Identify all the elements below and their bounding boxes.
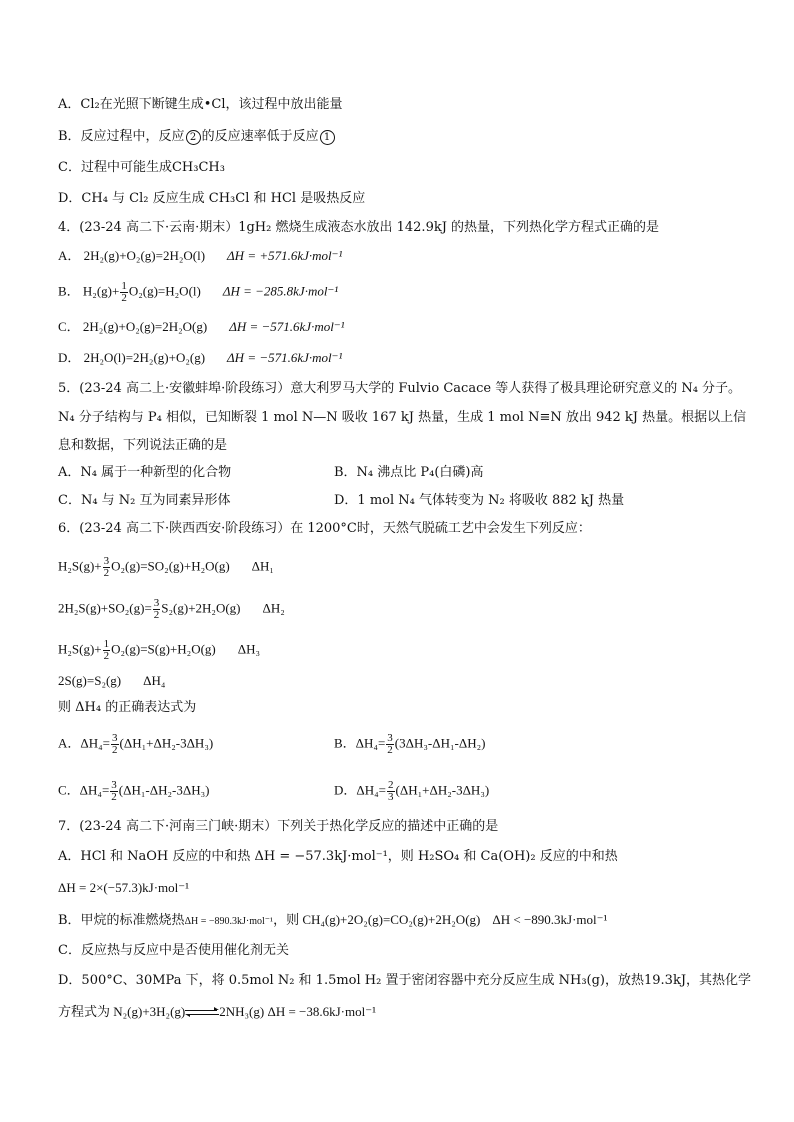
q6-option-c bbox=[58, 780, 209, 803]
q6-b-fraction bbox=[386, 733, 394, 756]
q7-d-pre: 方程式为 N₂(g)+3H₂(g) bbox=[58, 1004, 186, 1019]
q6-r3-numerator: 1 bbox=[103, 638, 110, 650]
q5-stem-line2: N₄ 分子结构与 P₄ 相似，已知断裂 1 mol N—N 吸收 167 kJ 热量，生成 1 mol N≡N 放出 942 kJ 热量。根据以上信 bbox=[58, 410, 747, 425]
q7-option-b bbox=[58, 911, 607, 931]
q7-option-c: C．反应热与反应中是否使用催化剂无关 bbox=[58, 943, 289, 958]
q7-b-equation: ，则 CH₄(g)+2O₂(g)=CO₂(g)+2H₂O(g) bbox=[273, 912, 481, 927]
q6-a-fraction bbox=[111, 733, 119, 756]
q6-d-post: (ΔH₁+ΔH₂-3ΔH₃) bbox=[395, 782, 490, 798]
q5-option-d: D．1 mol N₄ 气体转变为 N₂ 将吸收 882 kJ 热量 bbox=[334, 493, 625, 508]
q6-r2-enthalpy: ΔH₂ bbox=[262, 600, 285, 616]
q6-c-fraction bbox=[110, 780, 118, 803]
q4-option-d bbox=[58, 349, 342, 367]
q6-r1-enthalpy: ΔH₁ bbox=[251, 558, 274, 574]
q6-r2-pre: 2H₂S(g)+SO₂(g)= bbox=[58, 600, 152, 616]
q6-b-post: (3ΔH₃-ΔH₁-ΔH₂) bbox=[394, 735, 486, 751]
q3-option-b-pre: B．反应过程中，反应 bbox=[58, 129, 185, 144]
q6-c-numerator: 3 bbox=[111, 779, 117, 791]
q4-a-equation: A． 2H₂(g)+O₂(g)=2H₂O(l) bbox=[58, 248, 206, 263]
q3-option-b bbox=[58, 128, 336, 146]
q7-b-enthalpy: ΔH < −890.3kJ·mol⁻¹ bbox=[492, 912, 608, 927]
q4-b-numerator: 1 bbox=[121, 280, 127, 292]
q4-d-equation: D． 2H₂O(l)=2H₂(g)+O₂(g) bbox=[58, 350, 206, 365]
q4-option-b bbox=[58, 281, 338, 304]
q6-r3-denominator: 2 bbox=[103, 650, 110, 662]
q6-r4-enthalpy: ΔH₄ bbox=[143, 673, 166, 688]
q5-option-b: B．N₄ 沸点比 P₄(白磷)高 bbox=[334, 465, 484, 480]
q6-stem: 6．(23-24 高二下·陕西西安·阶段练习）在 1200°C时，天然气脱硫工艺中会发生下列反应： bbox=[58, 521, 591, 536]
q6-r3-fraction bbox=[103, 639, 111, 662]
q6-c-post: (ΔH₁-ΔH₂-3ΔH₃) bbox=[118, 782, 210, 798]
q4-b-pre: B． H₂(g)+ bbox=[58, 283, 120, 299]
q6-option-b bbox=[334, 733, 485, 756]
q4-d-enthalpy: ΔH = −571.6kJ·mol⁻¹ bbox=[227, 350, 343, 365]
q6-d-denominator: 3 bbox=[388, 791, 394, 803]
q6-reaction-2 bbox=[58, 598, 285, 621]
q6-r3-pre: H₂S(g)+ bbox=[58, 641, 102, 657]
q6-r1-fraction bbox=[103, 556, 111, 579]
q7-stem: 7．(23-24 高二下·河南三门峡·期末）下列关于热化学反应的描述中正确的是 bbox=[58, 819, 499, 834]
q6-r2-denominator: 2 bbox=[153, 609, 160, 621]
q5-option-a: A．N₄ 属于一种新型的化合物 bbox=[58, 465, 232, 480]
q4-c-equation: C． 2H₂(g)+O₂(g)=2H₂O(g) bbox=[58, 319, 208, 334]
q7-option-a-line1: A．HCl 和 NaOH 反应的中和热 ΔH = −57.3kJ·mol⁻¹，则 H₂SO₄ 和 Ca(OH)₂ 反应的中和热 bbox=[58, 849, 618, 864]
q3-option-a: A．Cl₂在光照下断键生成•Cl，该过程中放出能量 bbox=[58, 97, 343, 112]
q6-a-pre: A．ΔH₄= bbox=[58, 735, 111, 751]
q3-option-c: C．过程中可能生成CH₃CH₃ bbox=[58, 160, 225, 175]
q6-b-pre: B．ΔH₄= bbox=[334, 735, 386, 751]
q6-a-numerator: 3 bbox=[112, 732, 118, 744]
q6-reaction-4 bbox=[58, 672, 165, 690]
q6-question: 则 ΔH₄ 的正确表达式为 bbox=[58, 700, 197, 715]
q6-r1-pre: H₂S(g)+ bbox=[58, 558, 102, 574]
q6-r2-post: S₂(g)+2H₂O(g) bbox=[161, 600, 241, 616]
q7-option-d-line2 bbox=[58, 1003, 376, 1021]
q4-option-c bbox=[58, 318, 345, 336]
q7-d-post: 2NH₃(g) ΔH = −38.6kJ·mol⁻¹ bbox=[219, 1004, 376, 1019]
q5-stem-line1: 5．(23-24 高二上·安徽蚌埠·阶段练习）意大利罗马大学的 Fulvio Cacace 等人获得了极具理论研究意义的 N₄ 分子。 bbox=[58, 381, 742, 396]
q4-option-a bbox=[58, 247, 342, 265]
q5-stem-line3: 息和数据，下列说法正确的是 bbox=[58, 438, 228, 453]
q7-option-a-line2: ΔH = 2×(−57.3)kJ·mol⁻¹ bbox=[58, 880, 190, 895]
q4-b-fraction bbox=[120, 281, 128, 304]
q6-r1-numerator: 3 bbox=[103, 555, 110, 567]
q6-b-numerator: 3 bbox=[387, 732, 393, 744]
q4-b-denominator: 2 bbox=[121, 292, 127, 304]
q4-a-enthalpy: ΔH = +571.6kJ·mol⁻¹ bbox=[227, 248, 343, 263]
q3-option-b-mid: 的反应速率低于反应 bbox=[201, 129, 319, 144]
equilibrium-arrow-icon bbox=[185, 1008, 219, 1018]
q5-option-c: C．N₄ 与 N₂ 互为同素异形体 bbox=[58, 493, 231, 508]
q6-a-post: (ΔH₁+ΔH₂-3ΔH₃) bbox=[119, 735, 214, 751]
q6-a-denominator: 2 bbox=[112, 744, 118, 756]
circled-number-1: 1 bbox=[320, 130, 335, 145]
q6-r4-equation: 2S(g)=S₂(g) bbox=[58, 673, 122, 688]
q6-r3-post: O₂(g)=S(g)+H₂O(g) bbox=[111, 641, 216, 657]
circled-number-2: 2 bbox=[186, 130, 201, 145]
q6-option-a bbox=[58, 733, 213, 756]
q6-r1-denominator: 2 bbox=[103, 567, 110, 579]
q6-d-fraction bbox=[387, 780, 395, 803]
q4-c-enthalpy: ΔH = −571.6kJ·mol⁻¹ bbox=[229, 319, 345, 334]
q4-stem: 4．(23-24 高二下·云南·期末）1gH₂ 燃烧生成液态水放出 142.9kJ 的热量，下列热化学方程式正确的是 bbox=[58, 220, 660, 235]
q4-b-post: O₂(g)=H₂O(l) bbox=[128, 283, 201, 299]
q7-b-pre: B．甲烷的标准燃烧热 bbox=[58, 913, 185, 928]
q6-d-pre: D．ΔH₄= bbox=[334, 782, 387, 798]
q4-b-enthalpy: ΔH = −285.8kJ·mol⁻¹ bbox=[222, 283, 339, 299]
q6-r2-fraction bbox=[153, 598, 161, 621]
q6-reaction-3 bbox=[58, 639, 260, 662]
q6-b-denominator: 2 bbox=[387, 744, 393, 756]
q6-r3-enthalpy: ΔH₃ bbox=[237, 641, 261, 657]
q6-c-pre: C．ΔH₄= bbox=[58, 782, 110, 798]
q6-r2-numerator: 3 bbox=[153, 597, 160, 609]
q6-c-denominator: 2 bbox=[111, 791, 117, 803]
q3-option-d: D．CH₄ 与 Cl₂ 反应生成 CH₃Cl 和 HCl 是吸热反应 bbox=[58, 191, 366, 206]
q6-r1-post: O₂(g)=SO₂(g)+H₂O(g) bbox=[111, 558, 230, 574]
q6-reaction-1 bbox=[58, 556, 274, 579]
q7-b-combustion-heat: ΔH = −890.3kJ·mol⁻¹ bbox=[184, 916, 274, 927]
q6-d-numerator: 2 bbox=[388, 779, 394, 791]
q6-option-d bbox=[334, 780, 489, 803]
q7-option-d-line1: D．500°C、30MPa 下，将 0.5mol N₂ 和 1.5mol H₂ 置于密闭容器中充分反应生成 NH₃(g)，放热19.3kJ，其热化学 bbox=[58, 973, 752, 988]
